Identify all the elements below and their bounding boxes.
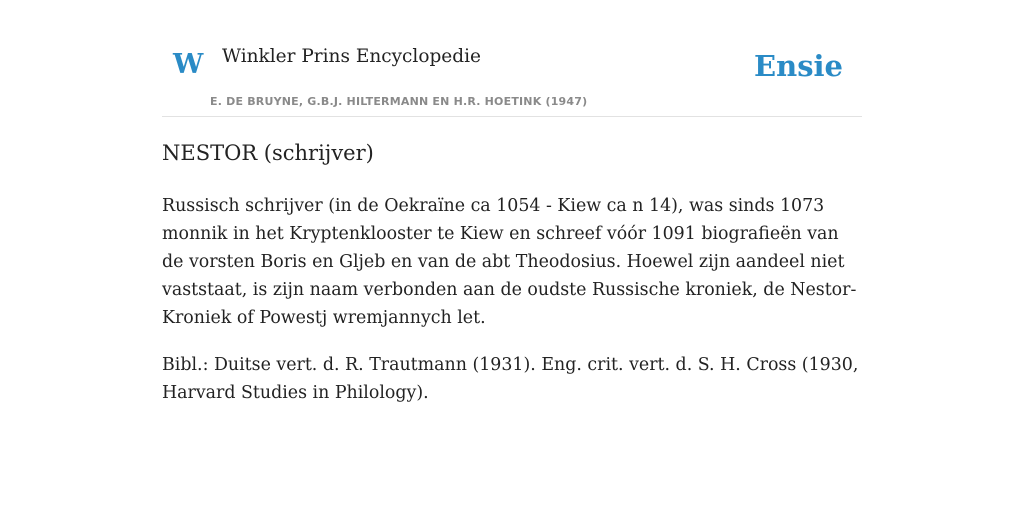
entry-paragraph: Russisch schrijver (in de Oekraïne ca 1054 - Kiew ca n 14), was sinds 1073 monnik in het Kryptenklooster te Kiew en schreef vóór 1091 biografieën van de vorsten Boris en Gljeb en van de abt Theodosius. Hoewel zijn aandeel niet vaststaat, is zijn naam verbonden aan de oudste Russische kroniek, de Nestor-Kroniek of Powestj wremjannych let. bbox=[162, 196, 857, 328]
page bbox=[162, 0, 862, 512]
ensie-logo-link[interactable]: Ensie bbox=[754, 49, 843, 83]
source-title[interactable]: Winkler Prins Encyclopedie bbox=[222, 46, 481, 67]
entry-body bbox=[162, 192, 862, 426]
source-authors: E. DE BRUYNE, G.B.J. HILTERMANN EN H.R. HOETINK (1947) bbox=[210, 95, 588, 108]
entry-title: NESTOR (schrijver) bbox=[162, 141, 374, 165]
winkler-prins-logo-icon: W bbox=[173, 49, 204, 80]
source-header bbox=[162, 0, 862, 117]
entry-bibliography: Bibl.: Duitse vert. d. R. Trautmann (1931). Eng. crit. vert. d. S. H. Cross (1930, Harvard Studies in Philology). bbox=[162, 355, 859, 403]
